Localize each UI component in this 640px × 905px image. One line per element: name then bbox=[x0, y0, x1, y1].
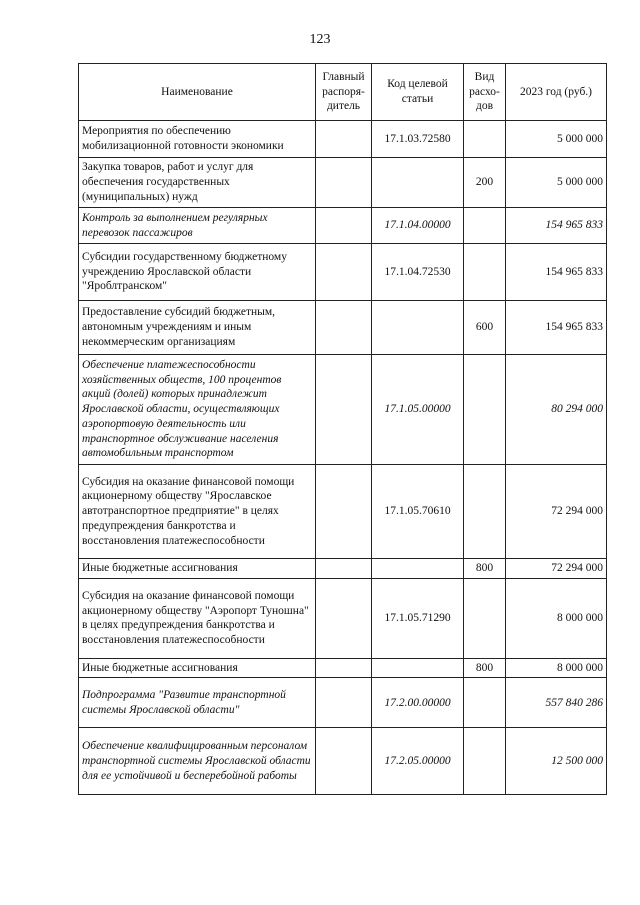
table-row bbox=[79, 465, 607, 559]
table-row bbox=[79, 121, 607, 158]
cell-amount: 5 000 000 bbox=[506, 158, 607, 208]
cell-expense-type bbox=[464, 728, 506, 795]
table-row bbox=[79, 355, 607, 465]
cell-target-code: 17.1.05.70610 bbox=[372, 465, 464, 559]
cell-main-manager bbox=[316, 678, 372, 728]
cell-main-manager bbox=[316, 658, 372, 678]
table-body bbox=[79, 121, 607, 795]
cell-expense-type bbox=[464, 244, 506, 301]
cell-target-code: 17.1.03.72580 bbox=[372, 121, 464, 158]
cell-target-code bbox=[372, 301, 464, 355]
cell-target-code bbox=[372, 658, 464, 678]
table-row bbox=[79, 244, 607, 301]
cell-main-manager bbox=[316, 158, 372, 208]
table-row bbox=[79, 728, 607, 795]
cell-main-manager bbox=[316, 559, 372, 579]
table-row bbox=[79, 578, 607, 658]
cell-amount: 72 294 000 bbox=[506, 559, 607, 579]
cell-expense-type: 800 bbox=[464, 658, 506, 678]
cell-target-code: 17.2.00.00000 bbox=[372, 678, 464, 728]
cell-expense-type: 600 bbox=[464, 301, 506, 355]
cell-main-manager bbox=[316, 208, 372, 244]
table-row bbox=[79, 658, 607, 678]
cell-main-manager bbox=[316, 465, 372, 559]
cell-main-manager bbox=[316, 121, 372, 158]
cell-name: Обеспечение платежеспособности хозяйственных обществ, 100 процентов акций (долей) которых принадлежит Ярославской области, осуществляющих аэропортовую деятельность или транспортное обслуживание населения автомобильным транспортом bbox=[79, 355, 316, 465]
cell-expense-type bbox=[464, 355, 506, 465]
table-row bbox=[79, 158, 607, 208]
cell-main-manager bbox=[316, 244, 372, 301]
cell-main-manager bbox=[316, 301, 372, 355]
cell-target-code: 17.1.05.71290 bbox=[372, 578, 464, 658]
cell-amount: 154 965 833 bbox=[506, 301, 607, 355]
cell-target-code: 17.1.04.00000 bbox=[372, 208, 464, 244]
cell-main-manager bbox=[316, 355, 372, 465]
cell-amount: 154 965 833 bbox=[506, 208, 607, 244]
cell-target-code bbox=[372, 158, 464, 208]
cell-amount: 12 500 000 bbox=[506, 728, 607, 795]
cell-main-manager bbox=[316, 728, 372, 795]
cell-name: Подпрограмма "Развитие транспортной системы Ярославской области" bbox=[79, 678, 316, 728]
cell-name: Контроль за выполнением регулярных перевозок пассажиров bbox=[79, 208, 316, 244]
cell-expense-type: 800 bbox=[464, 559, 506, 579]
cell-name: Иные бюджетные ассигнования bbox=[79, 559, 316, 579]
cell-expense-type bbox=[464, 465, 506, 559]
cell-expense-type: 200 bbox=[464, 158, 506, 208]
header-name: Наименование bbox=[79, 64, 316, 121]
cell-target-code: 17.2.05.00000 bbox=[372, 728, 464, 795]
table-row bbox=[79, 301, 607, 355]
cell-amount: 8 000 000 bbox=[506, 578, 607, 658]
cell-name: Мероприятия по обеспечению мобилизационной готовности экономики bbox=[79, 121, 316, 158]
page-number: 123 bbox=[309, 32, 331, 47]
cell-main-manager bbox=[316, 578, 372, 658]
cell-name: Субсидия на оказание финансовой помощи акционерному обществу "Ярославское автотранспортное предприятие" в целях предупреждения банкротства и восстановления платежеспособности bbox=[79, 465, 316, 559]
cell-amount: 5 000 000 bbox=[506, 121, 607, 158]
cell-amount: 154 965 833 bbox=[506, 244, 607, 301]
cell-amount: 72 294 000 bbox=[506, 465, 607, 559]
table-header-row bbox=[79, 64, 607, 121]
table-row bbox=[79, 208, 607, 244]
cell-name: Закупка товаров, работ и услуг для обеспечения государственных (муниципальных) нужд bbox=[79, 158, 316, 208]
cell-name: Обеспечение квалифицированным персоналом транспортной системы Ярославской области для ее устойчивой и бесперебойной работы bbox=[79, 728, 316, 795]
cell-name: Предоставление субсидий бюджетным, автономным учреждениям и иным некоммерческим организациям bbox=[79, 301, 316, 355]
table-row bbox=[79, 559, 607, 579]
budget-table bbox=[78, 63, 607, 795]
cell-target-code bbox=[372, 559, 464, 579]
cell-name: Иные бюджетные ассигнования bbox=[79, 658, 316, 678]
cell-amount: 80 294 000 bbox=[506, 355, 607, 465]
cell-expense-type bbox=[464, 121, 506, 158]
table-row bbox=[79, 678, 607, 728]
cell-expense-type bbox=[464, 678, 506, 728]
cell-expense-type bbox=[464, 578, 506, 658]
header-main-manager: Главный распоря-дитель bbox=[316, 64, 372, 121]
cell-name: Субсидии государственному бюджетному учреждению Ярославской области "Яроблтранском" bbox=[79, 244, 316, 301]
cell-name: Субсидия на оказание финансовой помощи акционерному обществу "Аэропорт Туношна" в целях предупреждения банкротства и восстановления платежеспособности bbox=[79, 578, 316, 658]
header-target-code: Код целевой статьи bbox=[372, 64, 464, 121]
cell-target-code: 17.1.05.00000 bbox=[372, 355, 464, 465]
header-amount-2023: 2023 год (руб.) bbox=[506, 64, 607, 121]
cell-expense-type bbox=[464, 208, 506, 244]
cell-target-code: 17.1.04.72530 bbox=[372, 244, 464, 301]
cell-amount: 8 000 000 bbox=[506, 658, 607, 678]
header-expense-type: Вид расхо-дов bbox=[464, 64, 506, 121]
cell-amount: 557 840 286 bbox=[506, 678, 607, 728]
